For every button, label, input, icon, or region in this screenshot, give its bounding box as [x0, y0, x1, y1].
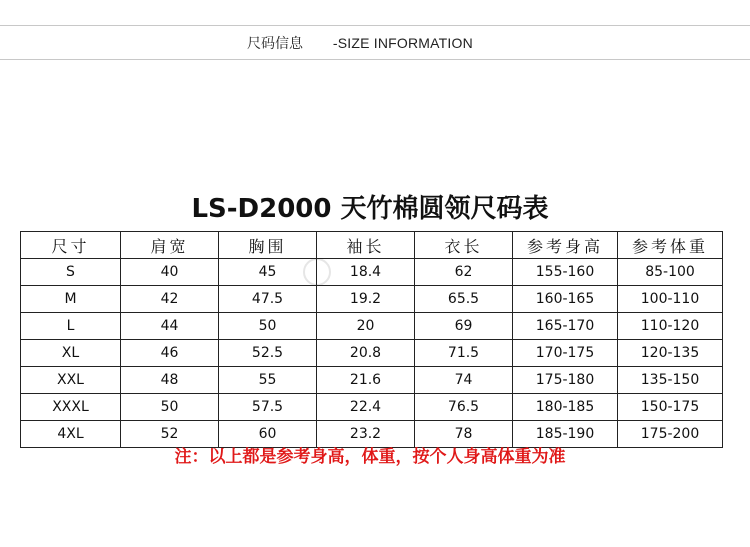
col-header-chest: 胸围	[219, 232, 317, 259]
header-zh: 尺码信息	[247, 35, 303, 51]
table-cell: 160-165	[513, 286, 618, 313]
table-cell: 120-135	[618, 340, 723, 367]
table-cell: 40	[121, 259, 219, 286]
table-cell: 52	[121, 421, 219, 448]
col-header-shoulder: 肩宽	[121, 232, 219, 259]
table-cell: S	[21, 259, 121, 286]
table-cell: 45	[219, 259, 317, 286]
table-cell: 55	[219, 367, 317, 394]
table-cell: 50	[219, 313, 317, 340]
table-cell: L	[21, 313, 121, 340]
table-cell: 165-170	[513, 313, 618, 340]
table-cell: 155-160	[513, 259, 618, 286]
table-cell: 185-190	[513, 421, 618, 448]
table-cell: 20.8	[317, 340, 415, 367]
table-cell: 4XL	[21, 421, 121, 448]
table-cell: 76.5	[415, 394, 513, 421]
table-cell: XXL	[21, 367, 121, 394]
table-cell: XXXL	[21, 394, 121, 421]
size-note: 注：以上都是参考身高，体重，按个人身高体重为准	[174, 447, 566, 467]
table-cell: 57.5	[219, 394, 317, 421]
table-header-row	[21, 232, 723, 259]
table-cell: 85-100	[618, 259, 723, 286]
top-divider	[0, 25, 750, 26]
table-cell: 22.4	[317, 394, 415, 421]
table-cell: 65.5	[415, 286, 513, 313]
table-cell: 150-175	[618, 394, 723, 421]
table-cell: M	[21, 286, 121, 313]
header-divider	[0, 59, 750, 60]
table-row	[21, 340, 723, 367]
table-cell: 175-180	[513, 367, 618, 394]
table-row	[21, 259, 723, 286]
table-row	[21, 367, 723, 394]
table-row	[21, 313, 723, 340]
section-header	[247, 33, 473, 53]
col-header-height: 参考身高	[513, 232, 618, 259]
table-cell: 50	[121, 394, 219, 421]
table-cell: 20	[317, 313, 415, 340]
table-cell: 46	[121, 340, 219, 367]
col-header-weight: 参考体重	[618, 232, 723, 259]
table-cell: 71.5	[415, 340, 513, 367]
table-cell: 69	[415, 313, 513, 340]
header-en: -SIZE INFORMATION	[332, 35, 473, 51]
table-cell: 62	[415, 259, 513, 286]
table-cell: 110-120	[618, 313, 723, 340]
table-cell: 18.4	[317, 259, 415, 286]
size-table	[20, 231, 723, 448]
table-cell: 47.5	[219, 286, 317, 313]
table-cell: 52.5	[219, 340, 317, 367]
table-row	[21, 286, 723, 313]
table-cell: 60	[219, 421, 317, 448]
table-cell: 170-175	[513, 340, 618, 367]
table-cell: 42	[121, 286, 219, 313]
table-cell: 100-110	[618, 286, 723, 313]
table-cell: 48	[121, 367, 219, 394]
table-cell: 175-200	[618, 421, 723, 448]
table-cell: 180-185	[513, 394, 618, 421]
table-cell: 21.6	[317, 367, 415, 394]
table-cell: 74	[415, 367, 513, 394]
chart-title: LS-D2000 天竹棉圆领尺码表	[191, 194, 549, 224]
table-cell: 78	[415, 421, 513, 448]
col-header-size: 尺寸	[21, 232, 121, 259]
table-row	[21, 394, 723, 421]
table-cell: 135-150	[618, 367, 723, 394]
table-cell: XL	[21, 340, 121, 367]
table-cell: 19.2	[317, 286, 415, 313]
col-header-length: 衣长	[415, 232, 513, 259]
table-cell: 23.2	[317, 421, 415, 448]
table-cell: 44	[121, 313, 219, 340]
col-header-sleeve: 袖长	[317, 232, 415, 259]
